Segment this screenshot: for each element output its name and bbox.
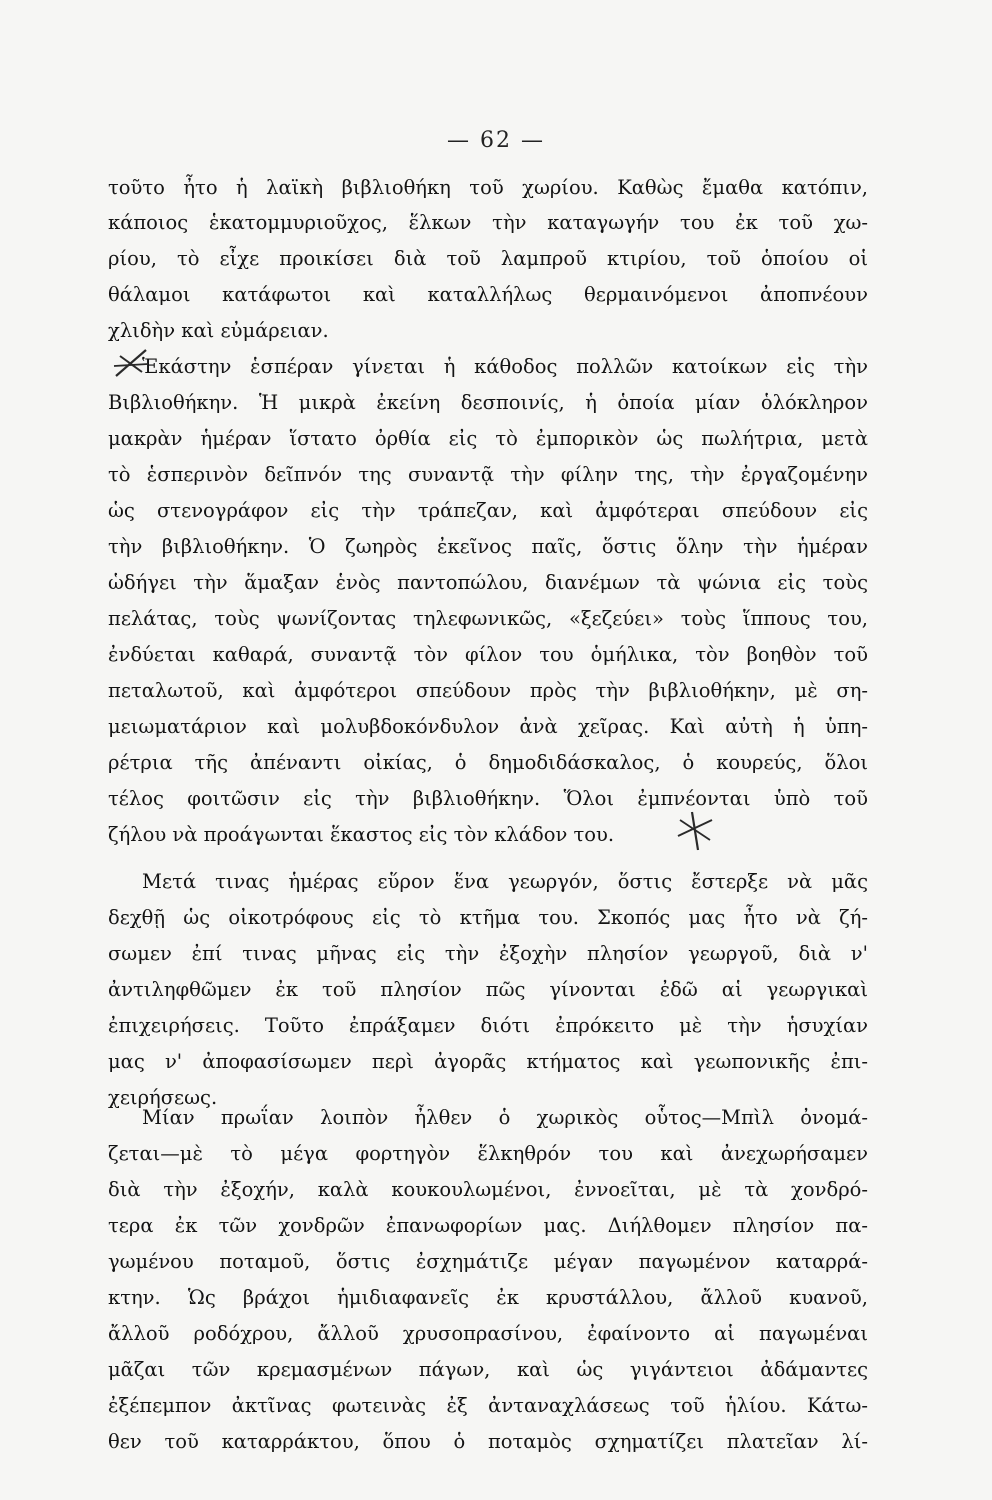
handwritten-star-mark-bottom — [672, 806, 718, 854]
page-number: — 62 — — [447, 128, 545, 153]
book-page: — 62 — τοῦτο ἦτο ἡ λαϊκὴ βιβλιοθήκη τοῦ χωρίου. Καθὼς ἔμαθα κατόπιν, κάποιος ἑκατομμυριοῦχος, ἕλκων τὴν καταγωγήν του ἐκ τοῦ χω- ρίου, τὸ εἶχε προικίσει διὰ τοῦ λαμπροῦ κτιρίου, τοῦ ὁποίου οἱ θάλαμοι κατάφωτοι καὶ καταλλήλως θερμαινόμενοι ἀποπνέουν χλιδὴν καὶ εὐμάρειαν. Ἑκάστην ἑσπέραν γίνεται ἡ κάθοδος πολλῶν κατοίκων εἰς τὴν Βιβλιοθήκην. Ἡ μικρὰ ἐκείνη δεσποινίς, ἡ ὁποία μίαν ὁλόκληρον μακρὰν ἡμέραν ἵστατο ὀρθία εἰς τὸ ἐμπορικὸν ὡς πωλήτρια, μετὰ τὸ ἑσπερινὸν δεῖπνόν της συναντᾷ τὴν φίλην της, τὴν ἐργαζομένην ὡς στενογράφον εἰς τὴν τράπεζαν, καὶ ἀμφότεραι σπεύδουν εἰς τὴν βιβλιοθήκην. Ὁ ζωηρὸς ἐκεῖνος παῖς, ὅστις ὅλην τὴν ἡμέραν ὡδήγει τὴν ἅμαξαν ἑνὸς παντοπώλου, διανέμων τὰ ψώνια εἰς τοὺς πελάτας, τοὺς ψωνίζοντας τηλεφωνικῶς, «ξεζεύει» τοὺς ἵππους του, ἐνδύεται καθαρά, συναντᾷ τὸν φίλον του ὁμήλικα, τὸν βοηθὸν τοῦ πεταλωτοῦ, καὶ ἀμφότεροι σπεύδουν πρὸς τὴν βιβλιοθήκην, μὲ ση- μειωματάριον καὶ μολυβδοκόνδυλον ἀνὰ χεῖρας. Καὶ αὐτὴ ἡ ὑπη- ρέτρια τῆς ἀπέναντι οἰκίας, ὁ δημοδιδάσκαλος, ὁ κουρεύς, ὅλοι τέλος φοιτῶσιν εἰς τὴν βιβλιοθήκην. Ὅλοι ἐμπνέονται ὑπὸ τοῦ ζήλου νὰ προάγωνται ἕκαστος εἰς τὸν κλάδον του. Μετά τινας ἡμέρας εὕρον ἕνα γεωργόν, ὅστις ἔστερξε νὰ μᾶς δεχθῇ ὡς οἰκοτρόφους εἰς τὸ κτῆμα του. Σκοπός μας ἦτο νὰ ζή- σωμεν ἐπί τινας μῆνας εἰς τὴν ἐξοχὴν πλησίον γεωργοῦ, διὰ ν' ἀντιληφθῶμεν ἐκ τοῦ πλησίον πῶς γίνονται ἐδῶ αἱ γεωργικαὶ ἐπιχειρήσεις. Τοῦτο ἐπράξαμεν διότι ἐπρόκειτο μὲ τὴν ἡσυχίαν μας ν' ἀποφασίσωμεν περὶ ἀγορᾶς κτήματος καὶ γεωπονικῆς ἐπι- χειρήσεως. Μίαν πρωΐαν λοιπὸν ἦλθεν ὁ χωρικὸς οὗτος—Μπὶλ ὀνομά- ζεται—μὲ τὸ μέγα φορτηγὸν ἕλκηθρόν του καὶ ἀνεχωρήσαμεν διὰ τὴν ἐξοχήν, καλὰ κουκουλωμένοι, ἐννοεῖται, μὲ τὰ χονδρό- τερα ἐκ τῶν χονδρῶν ἐπανωφορίων μας. Διήλθομεν πλησίον πα- γωμένου ποταμοῦ, ὅστις ἐσχημάτιζε μέγαν παγωμένον καταρρά- κτην. Ὡς βράχοι ἡμιδιαφανεῖς ἐκ κρυστάλλου, ἄλλοῦ κυανοῦ, ἄλλοῦ ροδόχρου, ἄλλοῦ χρυσοπρασίνου, ἐφαίνοντο αἱ παγωμέναι μᾶζαι τῶν κρεμασμένων πάγων, καὶ ὡς γιγάντειοι ἀδάμαντες ἐξέπεμπον ἀκτῖνας φωτεινὰς ἐξ ἀνταναχλάσεως τοῦ ἡλίου. Κάτω- θεν τοῦ καταρράκτου, ὅπου ὁ ποταμὸς σχηματίζει πλατεῖαν λί- — [0, 0, 992, 1500]
handwritten-star-mark-top — [112, 346, 152, 380]
